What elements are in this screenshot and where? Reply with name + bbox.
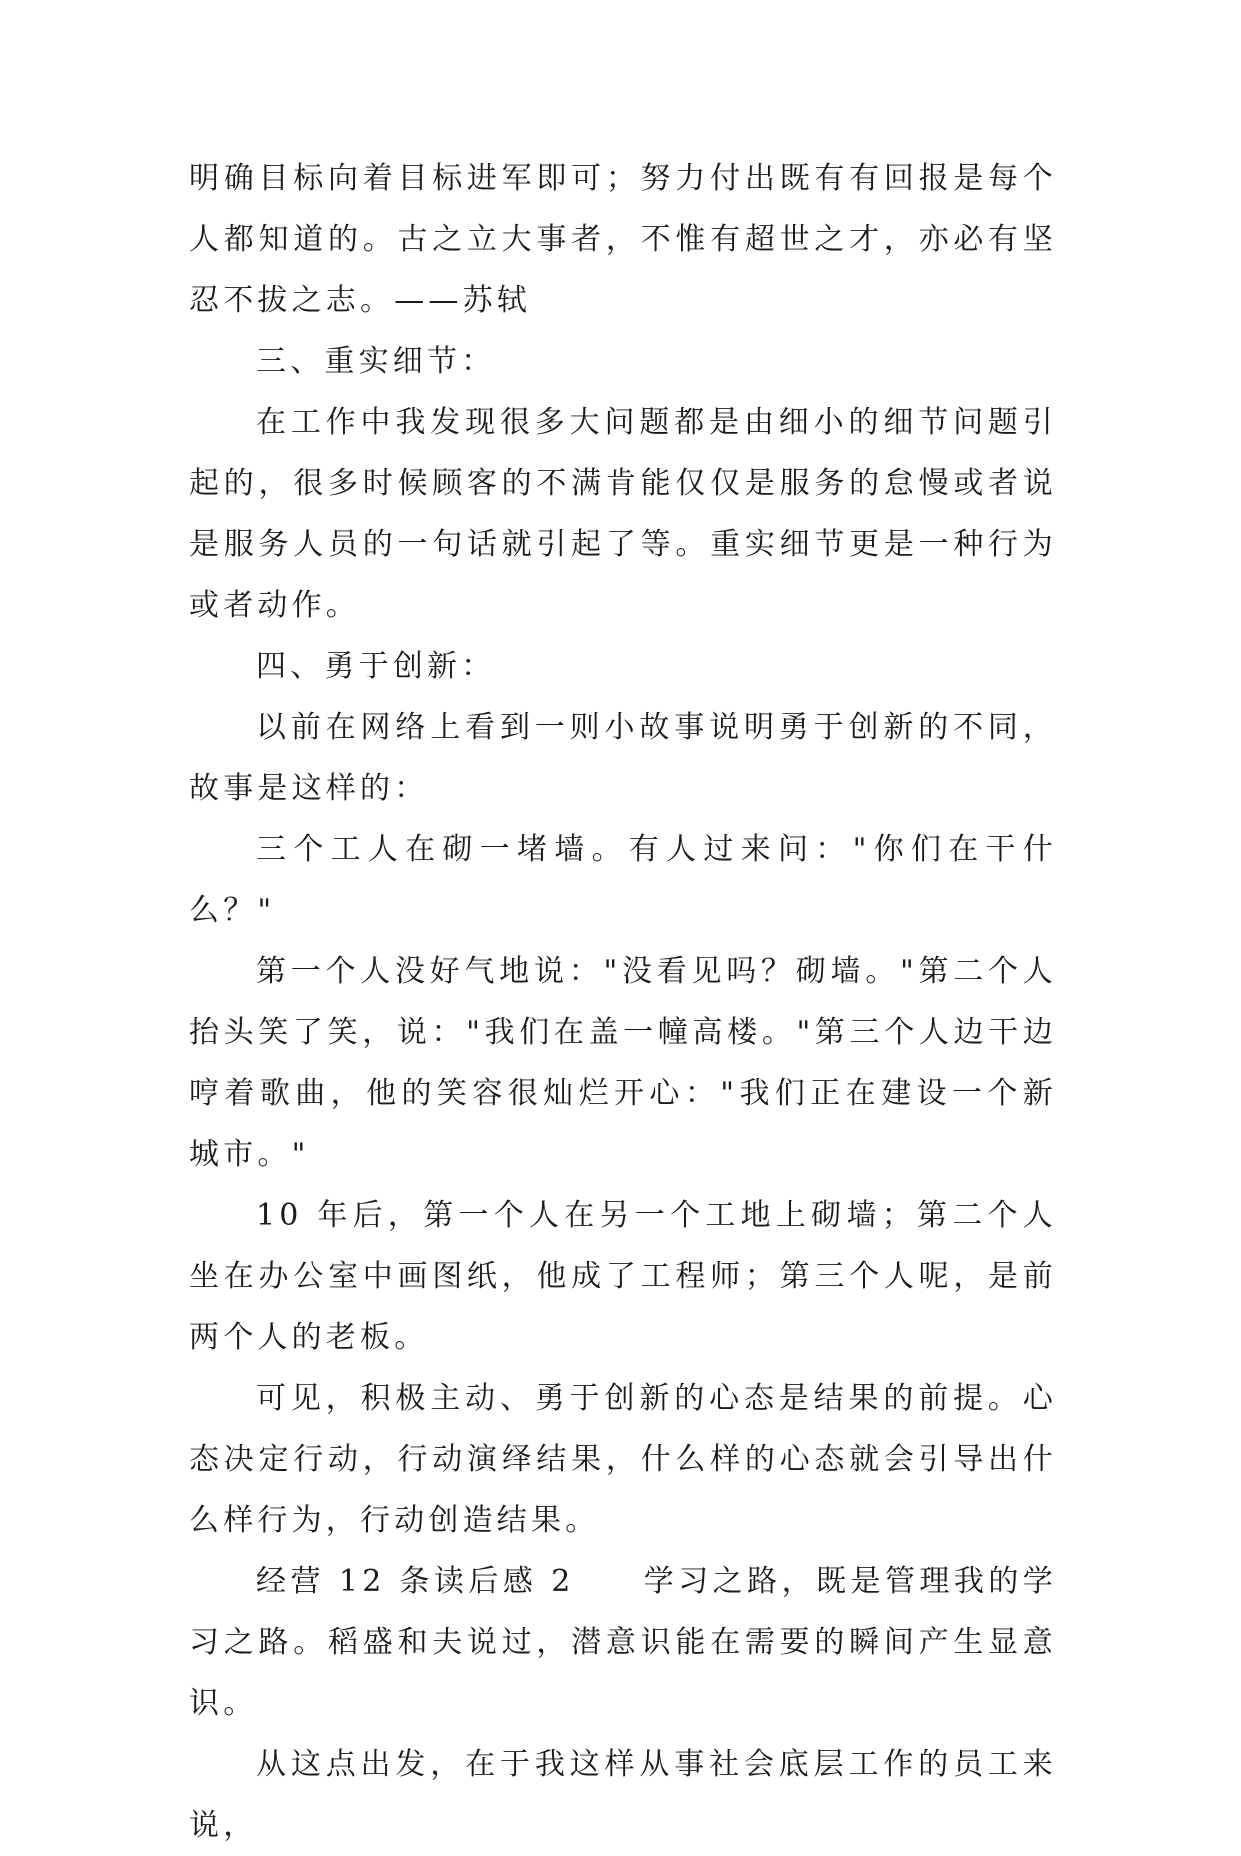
paragraph-essay-2-intro: 经营 12 条读后感 2 学习之路，既是管理我的学习之路。稻盛和夫说过，潜意识能在需要的瞬间产生显意识。 (189, 1564, 1057, 1721)
document-body (189, 148, 1057, 1856)
paragraph-details: 在工作中我发现很多大问题都是由细小的细节问题引起的，很多时候顾客的不满肯能仅仅是服务的怠慢或者说是服务人员的一句话就引起了等。重实细节更是一种行为或者动作。 (189, 405, 1057, 623)
paragraph-story-intro: 以前在网络上看到一则小故事说明勇于创新的不同，故事是这样的： (189, 710, 1057, 806)
section-heading-details: 三、重实细节： (256, 344, 496, 379)
paragraph-story-answers: 第一个人没好气地说："没看见吗？砌墙。"第二个人抬头笑了笑，说："我们在盖一幢高楼。"第三个人边干边哼着歌曲，他的笑容很灿烂开心："我们正在建设一个新城市。" (189, 954, 1057, 1172)
paragraph-story-ending: 10 年后，第一个人在另一个工地上砌墙；第二个人坐在办公室中画图纸，他成了工程师；第三个人呢，是前两个人的老板。 (189, 1198, 1057, 1355)
section-heading-innovation: 四、勇于创新： (256, 649, 496, 684)
paragraph-continued-quote: 明确目标向着目标进军即可；努力付出既有有回报是每个人都知道的。古之立大事者，不惟有超世之才，亦必有坚忍不拔之志。——苏轼 (189, 161, 1057, 318)
paragraph-conclusion: 可见，积极主动、勇于创新的心态是结果的前提。心态决定行动，行动演绎结果，什么样的心态就会引导出什么样行为，行动创造结果。 (189, 1381, 1057, 1538)
paragraph-essay-2-continued: 从这点出发，在于我这样从事社会底层工作的员工来说， (189, 1747, 1057, 1843)
paragraph-story-question: 三个工人在砌一堵墙。有人过来问："你们在干什么？" (189, 832, 1057, 928)
